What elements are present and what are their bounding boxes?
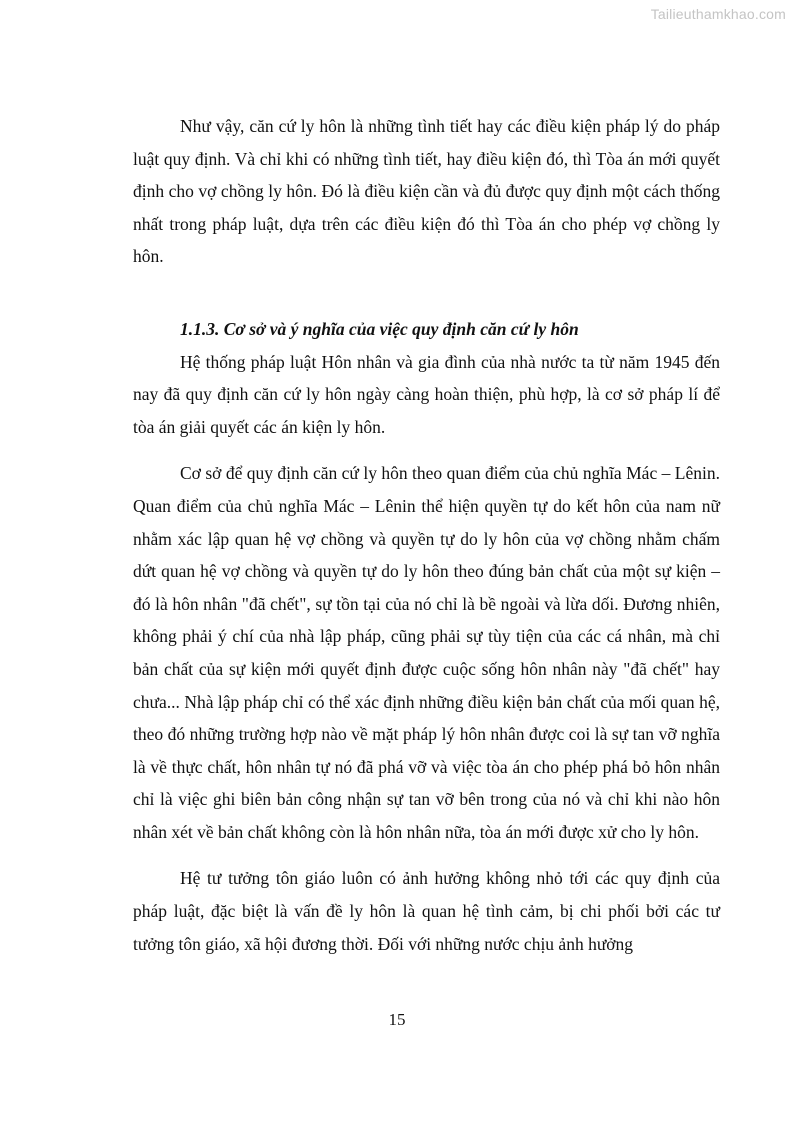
paragraph-legal-system: Hệ thống pháp luật Hôn nhân và gia đình của nhà nước ta từ năm 1945 đến nay đã quy định căn cứ ly hôn ngày càng hoàn thiện, phù hợp, là cơ sở pháp lí để tòa án giải quyết các án kiện ly hôn. bbox=[133, 351, 720, 437]
paragraph-religious-ideology: Hệ tư tưởng tôn giáo luôn có ảnh hưởng không nhỏ tới các quy định của pháp luật, đặc biệt là vấn đề ly hôn là quan hệ tình cảm, bị chi phối bởi các tư tưởng tôn giáo, xã hội đương thời. Đối với những nước chịu ảnh hưởng bbox=[133, 868, 720, 954]
watermark: Tailieuthamkhao.com bbox=[650, 6, 786, 22]
section-heading: 1.1.3. Cơ sở và ý nghĩa của việc quy định căn cứ ly hôn bbox=[180, 318, 579, 339]
page-number: 15 bbox=[388, 1010, 406, 1029]
paragraph-conclusion: Như vậy, căn cứ ly hôn là những tình tiết hay các điều kiện pháp lý do pháp luật quy định. Và chỉ khi có những tình tiết, hay điều kiện đó, thì Tòa án mới quyết định cho vợ chồng ly hôn. Đó là điều kiện cần và đủ được quy định một cách thống nhất trong pháp luật, dựa trên các điều kiện đó thì Tòa án cho phép vợ chồng ly hôn. bbox=[133, 116, 720, 267]
paragraph-marxist-basis: Cơ sở để quy định căn cứ ly hôn theo quan điểm của chủ nghĩa Mác – Lênin. Quan điểm của chủ nghĩa Mác – Lênin thể hiện quyền tự do kết hôn của nam nữ nhằm xác lập quan hệ vợ chồng và quyền tự do ly hôn của vợ chồng nhằm chấm dứt quan hệ vợ chồng và quyền tự do ly hôn theo đúng bản chất của một sự kiện – đó là hôn nhân "đã chết", sự tồn tại của nó chỉ là bề ngoài và lừa dối. Đương nhiên, không phải ý chí của nhà lập pháp, cũng phải sự tùy tiện của các cá nhân, mà chỉ bản chất của sự kiện mới quyết định được cuộc sống hôn nhân này "đã chết" hay chưa... Nhà lập pháp chỉ có thể xác định những điều kiện bản chất của mối quan hệ, theo đó những trường hợp nào về mặt pháp lý hôn nhân được coi là sự tan vỡ nghĩa là về thực chất, hôn nhân tự nó đã phá vỡ và việc tòa án cho phép phá bỏ hôn nhân chỉ là việc ghi biên bản công nhận sự tan vỡ bên trong của nó và chỉ khi nào hôn nhân xét về bản chất không còn là hôn nhân nữa, tòa án mới được xử cho ly hôn. bbox=[133, 463, 720, 842]
document-body bbox=[133, 110, 720, 960]
